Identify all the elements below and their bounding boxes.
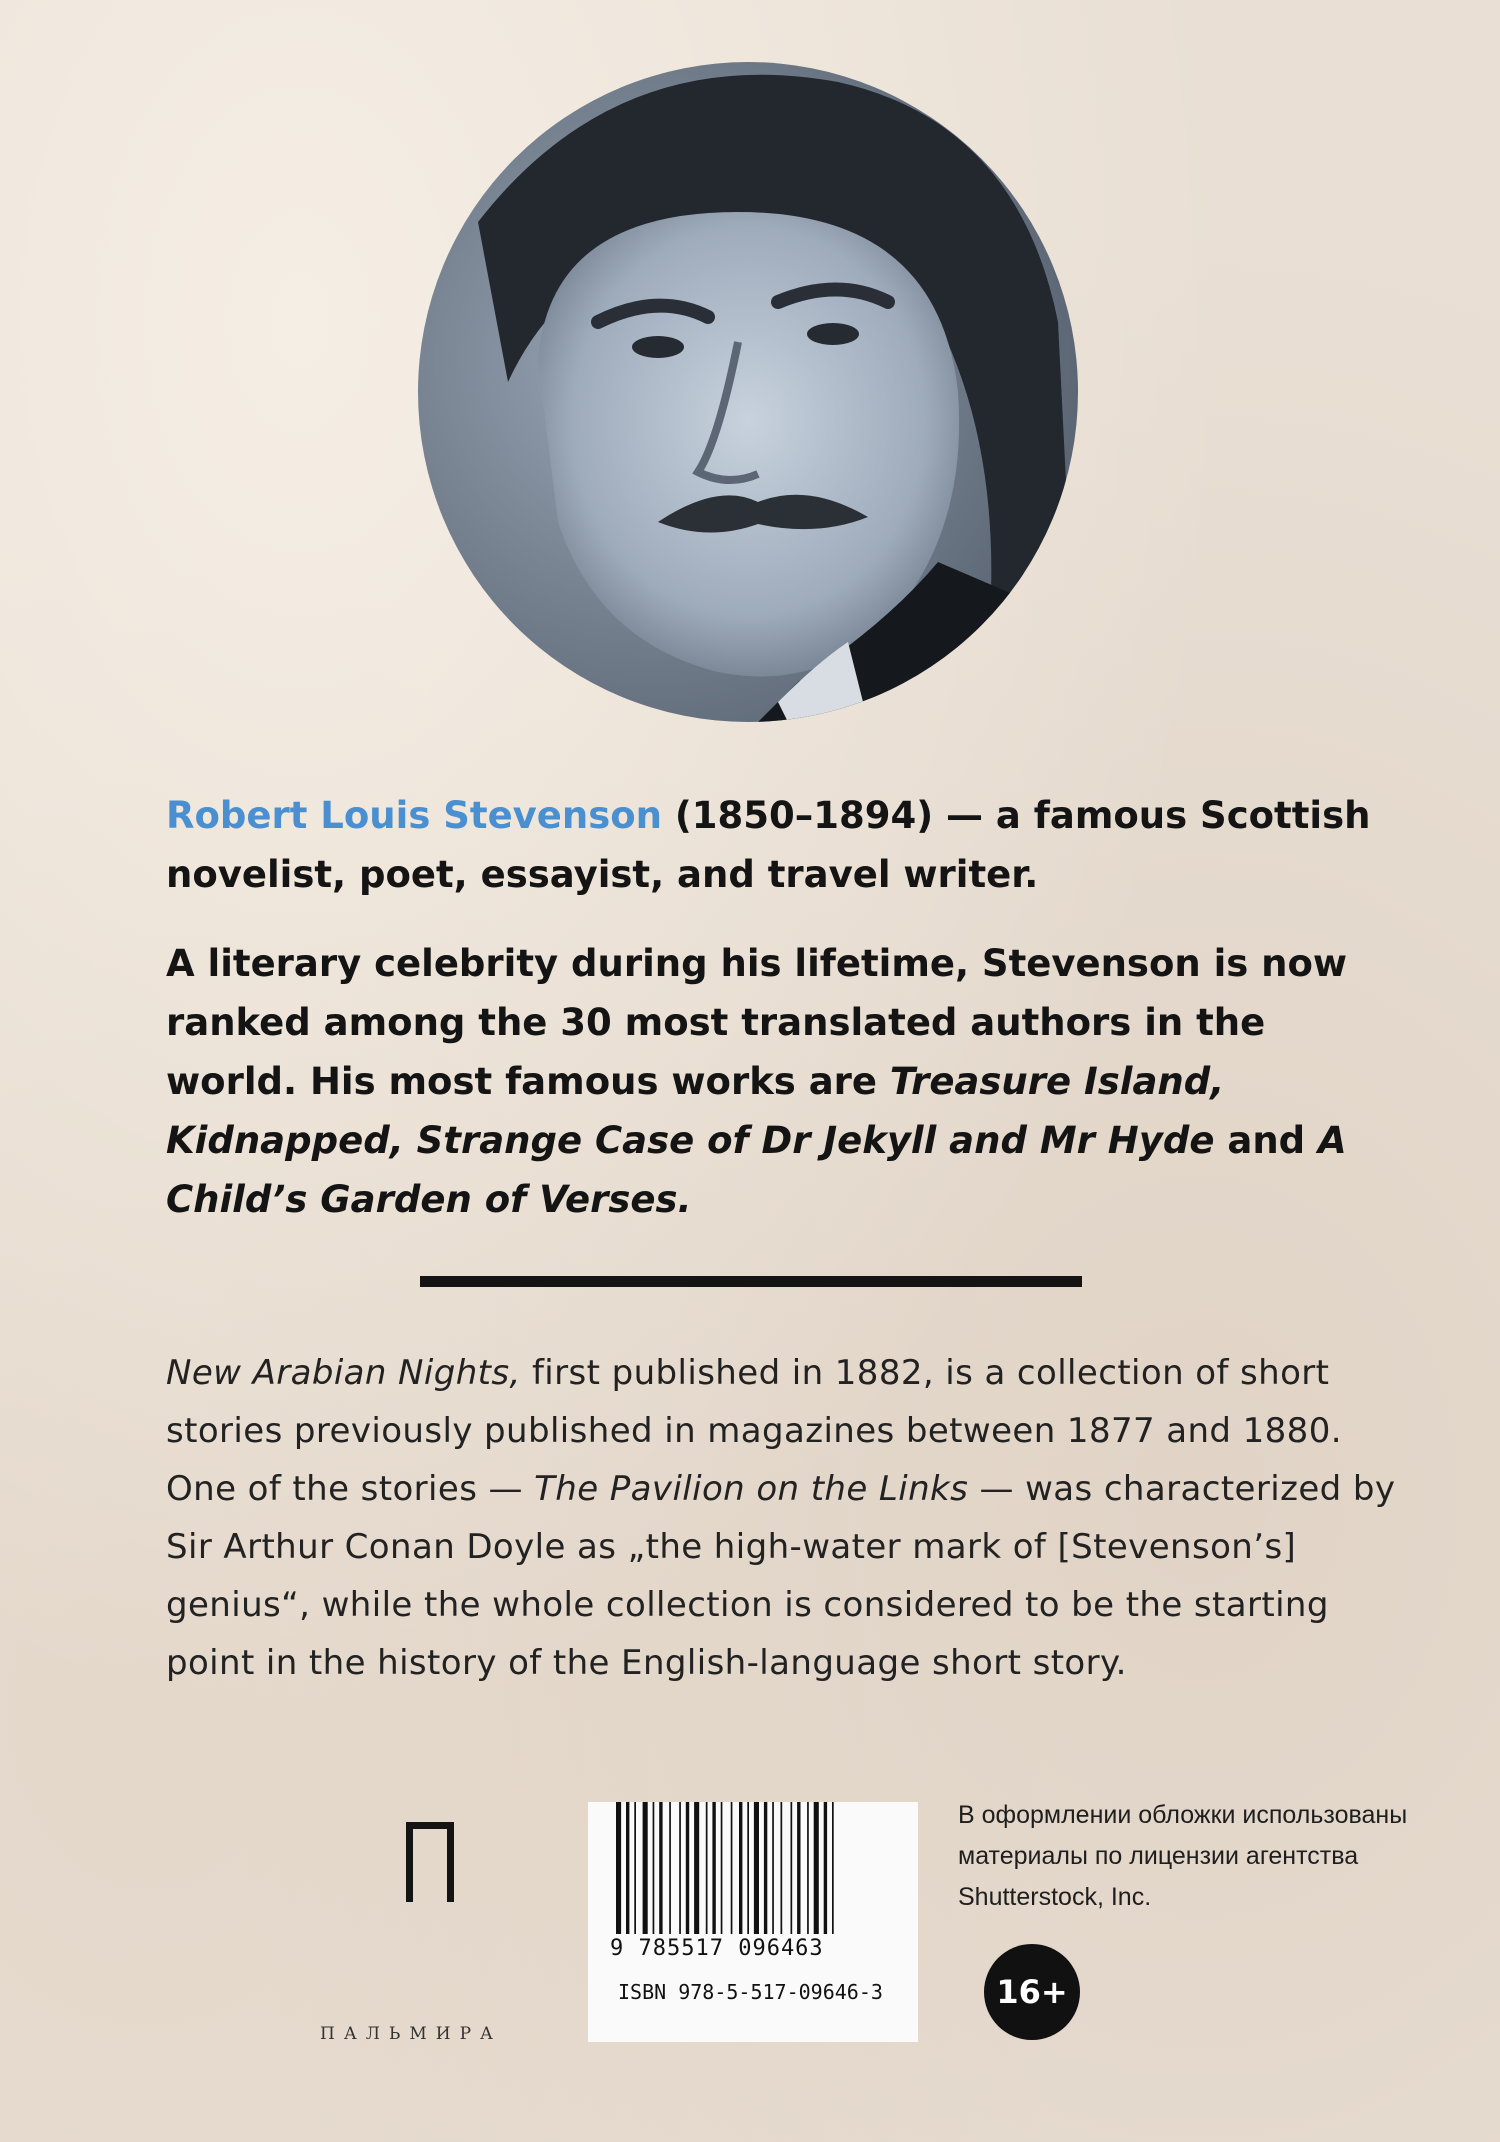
author-name: Robert Louis Stevenson (166, 794, 662, 837)
book-title: New Arabian Nights, (166, 1353, 521, 1393)
story-title: The Pavilion on the Links (534, 1469, 969, 1509)
work-titles: Treasure Island, Kidnapped, Strange Case of Dr Jekyll and Mr Hyde (166, 1060, 1225, 1162)
author-bio (166, 786, 1386, 1229)
author-portrait (418, 62, 1078, 722)
barcode (588, 1802, 918, 2042)
cover-credits: В оформлении обложки использованы материалы по лицензии агентства Shutterstock, Inc. (958, 1801, 1408, 1911)
bio-intro: Robert Louis Stevenson (1850–1894) — a famous Scottish novelist, poet, essayist, and travel writer. (166, 794, 1371, 896)
publisher-logo (300, 1822, 502, 2062)
barcode-bars-icon (616, 1802, 892, 1934)
publisher-name: ПАЛЬМИРА (320, 2024, 502, 2044)
age-rating-badge: 16+ (984, 1944, 1080, 2040)
publisher-mark-icon (406, 1822, 454, 1902)
work-title-garden: A Child’s Garden of Verses. (166, 1119, 1347, 1221)
barcode-digits: 9 785517 096463 (610, 1936, 824, 1961)
isbn-text: ISBN 978-5-517-09646-3 (618, 1980, 883, 2004)
book-description: New Arabian Nights, first published in 1882, is a collection of short stories previously published in magazines between 1877 and 1880. One of the stories — The Pavilion on the Links — was characterized by Sir Arthur Conan Doyle as „the high-water mark of [Stevenson’s] genius“, while the whole collection is considered to be the starting point in the history of the English-language short story. (166, 1353, 1396, 1683)
divider-rule (420, 1276, 1082, 1287)
bio-works: A literary celebrity during his lifetime, Stevenson is now ranked among the 30 most translated authors in the world. His most famous works are Treasure Island, Kidnapped, Strange Case of Dr Jekyll and Mr Hyde and A Child’s Garden of Verses. (166, 942, 1348, 1221)
